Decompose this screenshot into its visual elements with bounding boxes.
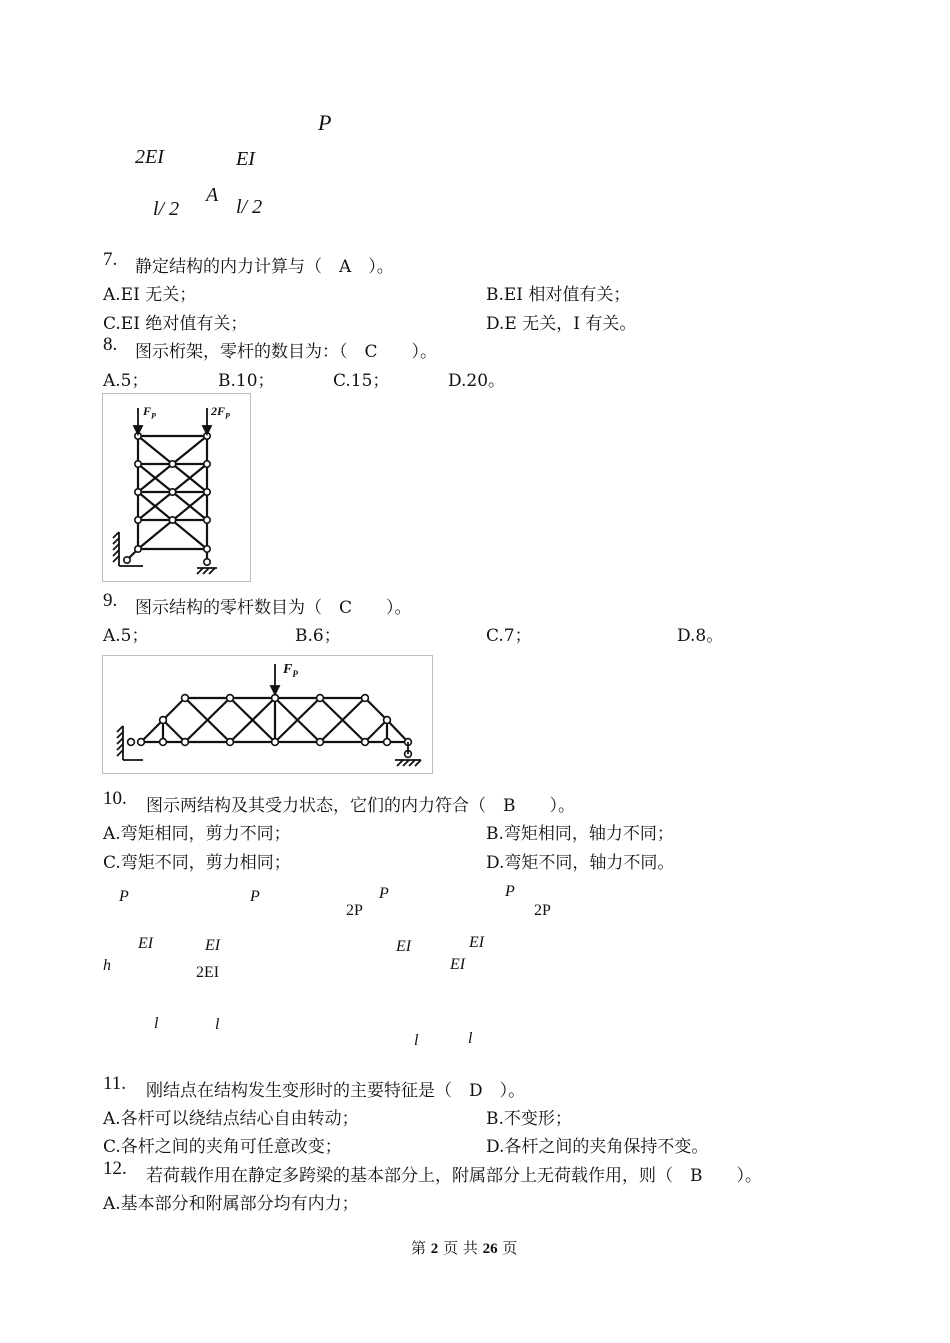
- q8-left-load-label: $F_P$: [143, 404, 156, 421]
- footer-total-pages: 26: [482, 1241, 498, 1257]
- q8-right-load-subscript: P: [225, 411, 230, 421]
- q8-truss-figure: [102, 393, 251, 582]
- q12-option-a: A.基本部分和附属部分均有内力；: [103, 1194, 359, 1214]
- q8-option-b: B.10；: [218, 371, 275, 391]
- q9-truss-figure: [102, 655, 433, 774]
- q9-number: 9.: [103, 590, 118, 611]
- footer-page-number: 2: [430, 1241, 439, 1257]
- q10-length-l-3: l: [414, 1032, 419, 1049]
- q9-load-subscript: P: [292, 668, 298, 679]
- top-left-length-label: l/ 2: [153, 198, 180, 220]
- q10-option-b: B.弯矩相同，轴力不同；: [486, 824, 674, 844]
- q11-number: 11.: [103, 1073, 127, 1094]
- q10-option-d: D.弯矩不同，轴力不同。: [486, 853, 675, 873]
- q10-ei-label-2: EI: [205, 937, 221, 954]
- q10-ei-label-3: EI: [396, 938, 412, 955]
- q10-length-l-4: l: [468, 1030, 473, 1047]
- q10-ei-label-4: EI: [469, 934, 485, 951]
- q10-ei-label-1: EI: [138, 935, 154, 952]
- q9-option-c: C.7；: [486, 626, 532, 646]
- q11-question: 刚结点在结构发生变形时的主要特征是（ D ）。: [146, 1081, 526, 1101]
- q8-number: 8.: [103, 334, 118, 355]
- top-right-ei-label: EI: [236, 148, 255, 170]
- q10-question: 图示两结构及其受力状态，它们的内力符合（ B ）。: [146, 796, 575, 816]
- q11-option-c: C.各杆之间的夹角可任意改变；: [103, 1137, 342, 1157]
- q9-option-b: B.6；: [295, 626, 341, 646]
- q10-load-p-3: P: [379, 885, 389, 902]
- q11-option-d: D.各杆之间的夹角保持不变。: [486, 1137, 709, 1157]
- q9-truss-drawing: [103, 656, 432, 773]
- q11-option-b: B.不变形；: [486, 1109, 572, 1129]
- q10-ei-label-5: EI: [450, 956, 466, 973]
- q7-option-c: C.EI 绝对值有关；: [103, 314, 248, 334]
- q12-number: 12.: [103, 1158, 127, 1179]
- q8-right-load-label: $2F_P$: [211, 404, 230, 421]
- q9-option-a: A.5；: [103, 626, 149, 646]
- page-footer: [411, 1237, 517, 1258]
- q10-length-l-2: l: [215, 1016, 220, 1033]
- q8-question: 图示桁架，零杆的数目为：（ C ）。: [135, 342, 438, 362]
- top-point-a-label: A: [206, 184, 219, 206]
- q10-height-label: h: [103, 957, 111, 974]
- q7-option-d: D.E 无关，I 有关。: [486, 314, 637, 334]
- q10-load-p-1: P: [119, 888, 129, 905]
- q11-option-a: A.各杆可以绕结点结心自由转动；: [103, 1109, 359, 1129]
- q10-length-l-1: l: [154, 1015, 159, 1032]
- q10-load-2p-1: 2P: [346, 902, 363, 919]
- q8-truss-drawing: [103, 394, 250, 581]
- footer-middle: 页 共: [443, 1239, 478, 1257]
- q7-question: 静定结构的内力计算与（ A ）。: [135, 257, 394, 277]
- top-left-ei-label: 2EI: [135, 146, 164, 168]
- footer-prefix: 第: [411, 1239, 427, 1257]
- q7-number: 7.: [103, 249, 118, 270]
- q8-option-a: A.5；: [103, 371, 149, 391]
- q9-option-d: D.8。: [677, 626, 724, 646]
- q8-option-c: C.15；: [333, 371, 390, 391]
- q8-left-load-subscript: P: [151, 411, 156, 421]
- q10-2ei-label: 2EI: [196, 964, 220, 981]
- q10-option-a: A.弯矩相同，剪力不同；: [103, 824, 291, 844]
- q10-load-2p-2: 2P: [534, 902, 551, 919]
- q10-option-c: C.弯矩不同，剪力相同；: [103, 853, 291, 873]
- q9-question: 图示结构的零杆数目为（ C ）。: [135, 598, 412, 618]
- q7-option-b: B.EI 相对值有关；: [486, 285, 631, 305]
- q9-load-label: $F_P$: [283, 662, 298, 679]
- q10-load-p-4: P: [505, 883, 515, 900]
- top-right-length-label: l/ 2: [236, 196, 263, 218]
- q8-option-d: D.20。: [448, 371, 506, 391]
- top-load-label: P: [318, 110, 332, 135]
- footer-suffix: 页: [502, 1239, 518, 1257]
- q7-option-a: A.EI 无关；: [103, 285, 197, 305]
- q10-number: 10.: [103, 788, 127, 809]
- q10-load-p-2: P: [250, 888, 260, 905]
- q12-question: 若荷载作用在静定多跨梁的基本部分上，附属部分上无荷载作用，则（ B ）。: [146, 1166, 762, 1186]
